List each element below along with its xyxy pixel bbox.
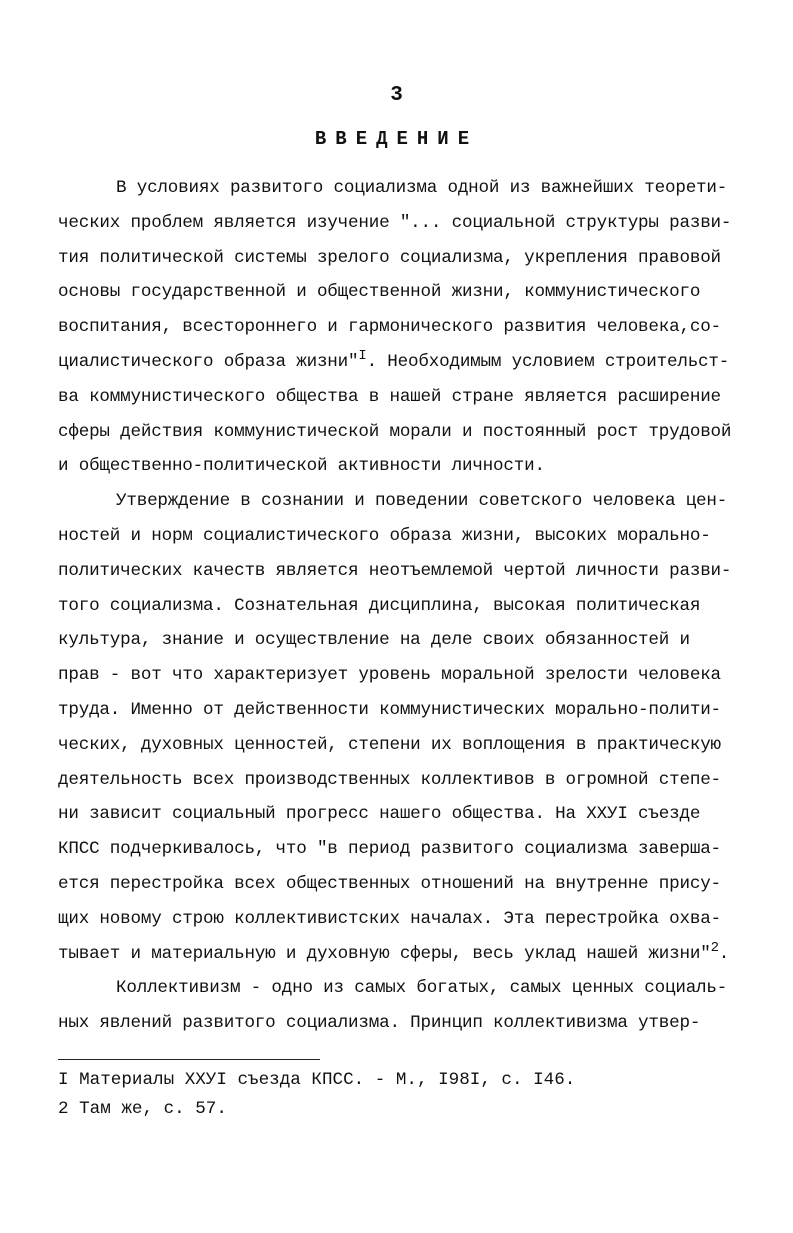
text-line — [58, 554, 770, 589]
text-line-content: основы государственной и общественной жизни, коммунистического — [58, 282, 701, 303]
text-line-content: культура, знание и осуществление на деле своих обязанностей и — [58, 630, 690, 651]
text-line — [58, 345, 770, 380]
text-line — [58, 937, 770, 972]
text-line-content: циалистического образа жизни" — [58, 351, 359, 372]
page-number: 3 — [390, 84, 403, 107]
text-line — [58, 832, 770, 867]
text-line — [58, 902, 770, 937]
text-line-content: ческих, духовных ценностей, степени их воплощения в практическую — [58, 734, 721, 755]
text-line-content: воспитания, всестороннего и гармонического развития человека,со- — [58, 317, 721, 338]
text-line-content: КПСС подчеркивалось, что "в период развитого социализма заверша- — [58, 839, 721, 860]
footnotes — [58, 1066, 770, 1124]
text-line — [58, 241, 770, 276]
text-line-continuation: . — [718, 943, 730, 964]
text-line — [58, 380, 770, 415]
text-line — [58, 971, 770, 1006]
text-line — [58, 797, 770, 832]
text-line — [58, 867, 770, 902]
text-line-content: ется перестройка всех общественных отношений на внутренне прису- — [58, 873, 721, 894]
text-line-content: ва коммунистического общества в нашей стране является расширение — [58, 386, 721, 407]
body-text — [58, 171, 770, 1041]
text-line — [58, 1006, 770, 1041]
footnote: I Материалы ХХУI съезда КПСС. - М., I98I, с. I46. — [58, 1070, 576, 1090]
text-line-content: деятельность всех производственных коллективов в огромной степе- — [58, 769, 721, 790]
text-line — [58, 693, 770, 728]
text-line — [58, 206, 770, 241]
text-line — [58, 623, 770, 658]
text-line-content: и общественно-политической активности личности. — [58, 456, 545, 477]
text-line — [58, 658, 770, 693]
text-line-content: ни зависит социальный прогресс нашего общества. На ХХУI съезде — [58, 804, 701, 825]
footnote-reference: I — [358, 347, 367, 364]
text-line — [58, 275, 770, 310]
footnote-reference: 2 — [710, 939, 719, 956]
text-line-content: щих новому строю коллективистских началах. Эта перестройка охва- — [58, 908, 721, 929]
text-line-content: прав - вот что характеризует уровень моральной зрелости человека — [58, 665, 721, 686]
text-line — [58, 171, 770, 206]
text-line-content: тывает и материальную и духовную сферы, весь уклад нашей жизни" — [58, 943, 711, 964]
text-line-content: ческих проблем является изучение "... социальной структуры разви- — [58, 212, 732, 233]
text-line — [58, 728, 770, 763]
text-line — [58, 763, 770, 798]
text-line-content: Коллективизм - одно из самых богатых, самых ценных социаль- — [116, 978, 728, 999]
text-line-content: Утверждение в сознании и поведении советского человека цен- — [116, 491, 728, 512]
text-line-content: политических качеств является неотъемлемой чертой личности разви- — [58, 560, 732, 581]
text-line — [58, 484, 770, 519]
text-line-content: того социализма. Сознательная дисциплина, высокая политическая — [58, 595, 701, 616]
text-line-content: ных явлений развитого социализма. Принцип коллективизма утвер- — [58, 1013, 701, 1034]
text-line-content: тия политической системы зрелого социализма, укрепления правовой — [58, 247, 721, 268]
footnote: 2 Там же, с. 57. — [58, 1099, 227, 1119]
text-line — [58, 415, 770, 450]
text-line — [58, 449, 770, 484]
text-line-content: труда. Именно от действенности коммунистических морально-полити- — [58, 699, 721, 720]
text-line — [58, 519, 770, 554]
text-line — [58, 589, 770, 624]
text-line-continuation: . Необходимым условием строительст- — [366, 351, 730, 372]
text-line — [58, 310, 770, 345]
text-line-content: ностей и норм социалистического образа жизни, высоких морально- — [58, 525, 711, 546]
section-heading: ВВЕДЕНИЕ — [314, 128, 479, 150]
text-line-content: В условиях развитого социализма одной из важнейших теорети- — [116, 178, 728, 198]
text-line-content: сферы действия коммунистической морали и постоянный рост трудовой — [58, 421, 732, 442]
footnote-divider — [58, 1059, 320, 1060]
